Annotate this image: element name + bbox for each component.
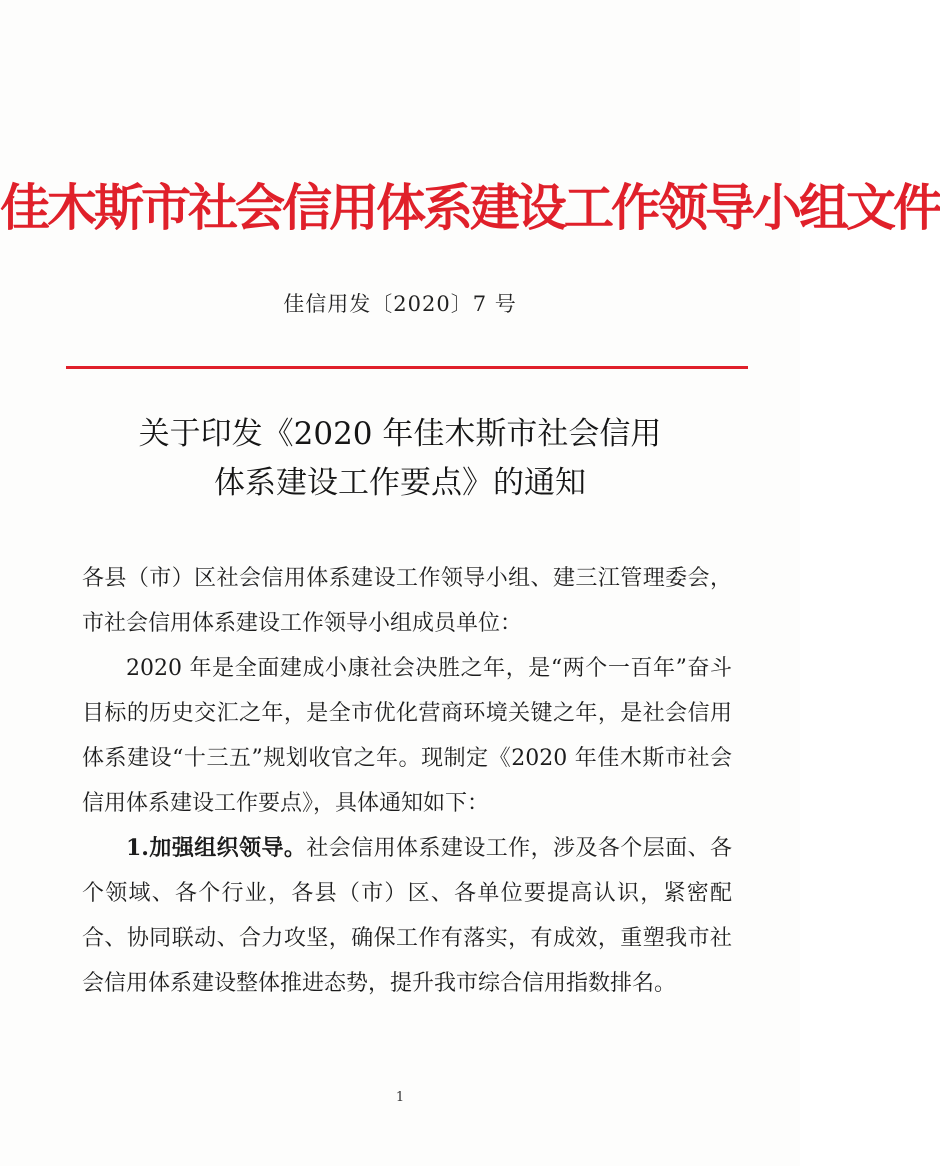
page-number: 1 [395,1090,405,1105]
issuer-header: 佳木斯市社会信用体系建设工作领导小组文件 [0,178,940,237]
notice-body [82,556,732,1006]
addressee-paragraph: 各县（市）区社会信用体系建设工作领导小组、建三江管理委会，市社会信用体系建设工作领导小组成员单位： [82,566,732,636]
item-1-text: 社会信用体系建设工作，涉及各个层面、各个领域、各个行业，各县（市）区、各单位要提高认识，紧密配合、协同联动、合力攻坚，确保工作有落实，有成效，重塑我市社会信用体系建设整体推进态势，提升我市综合信用指数排名。 [82,836,732,996]
item-1-lead: 1.加强组织领导。 [126,835,307,861]
document-number: 佳信用发〔2020〕7 号 [283,292,517,316]
notice-title-line-1: 关于印发《2020 年佳木斯市社会信用 [138,416,662,452]
intro-paragraph: 2020 年是全面建成小康社会决胜之年，是“两个一百年”奋斗目标的历史交汇之年，是全市优化营商环境关键之年，是社会信用体系建设“十三五”规划收官之年。现制定《2020 年佳木斯市社会信用体系建设工作要点》，具体通知如下： [82,656,732,816]
item-1-paragraph [82,826,732,1006]
red-divider-rule [66,366,748,369]
notice-title-line-2: 体系建设工作要点》的通知 [214,465,586,501]
notice-title [0,410,800,508]
